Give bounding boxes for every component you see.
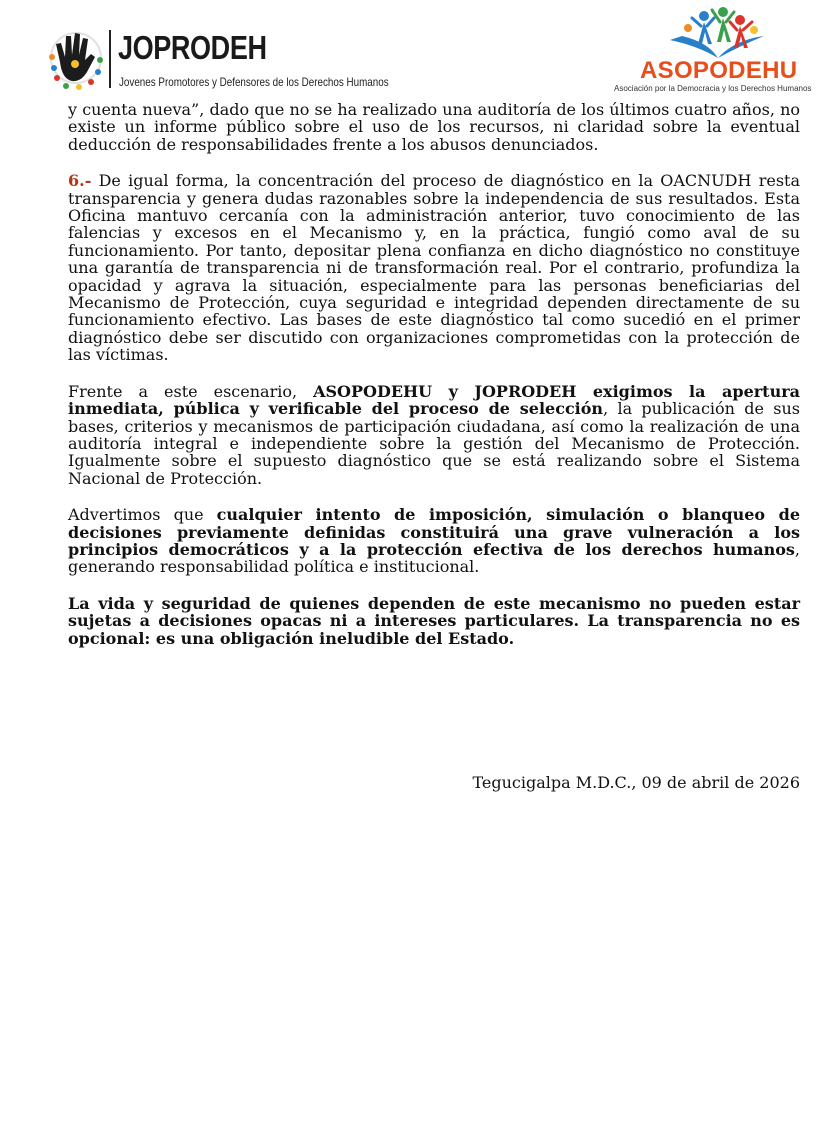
paragraph-text: y cuenta nueva”, dado que no se ha realizado una auditoría de los últimos cuatro años, no existe un informe público sobre el uso de los recursos, ni claridad sobre la eventual deducción de responsabilidades frente a los abusos denunciados. [68,100,800,154]
paragraph-text: Frente a este escenario, [68,381,314,401]
paragraph-text: , la publicación de sus bases, criterios y mecanismos de participación ciudadana, así como la realización de una auditoría integral e independiente sobre la gestión del Mecanismo de Protección. Igualmente sobre el supuesto diagnóstico que se está realizando sobre el Sistema Nacional de Protección. [68,399,800,488]
letter-body [68,101,800,666]
paragraph-continuation [68,101,800,153]
place-date: Tegucigalpa M.D.C., 09 de abril de 2026 [472,773,800,792]
letterhead [0,0,833,100]
paragraph-text: De igual forma, la concentración del proceso de diagnóstico en la OACNUDH resta transparencia y genera dudas razonables sobre la independencia de sus resultados. Esta Oficina mantuvo cercanía con la administración anterior, tuvo conocimiento de las falencias y excesos en el Mecanismo y, en la práctica, fungió como aval de su funcionamiento. Por tanto, depositar plena confianza en dicho diagnóstico no constituye una garantía de transparencia ni de transformación real. Por el contrario, profundiza la opacidad y agrava la situación, especialmente para las personas beneficiarias del Mecanismo de Protección, cuya seguridad e integridad dependen directamente de su funcionamiento efectivo. Las bases de este diagnóstico tal como sucedió en el primer diagnóstico debe ser discutido con organizaciones comprometidas con la protección de las víctimas. [68,171,800,365]
paragraph-warning [68,506,800,576]
paragraph-bold-text: cualquier intento de imposición, simulación o blanqueo de decisiones previamente definidas constituirá una grave vulneración a los principios democráticos y a la protección efectiva de los derechos humanos [68,505,800,559]
paragraph-text: Advertimos que [68,505,217,525]
joprodeh-tagline: Jovenes Promotores y Defensores de los Derechos Humanos [119,75,389,89]
asopodehu-people-logo [668,6,768,62]
paragraph-bold-text: La vida y seguridad de quienes dependen de este mecanismo no pueden estar sujetas a decisiones opacas ni a intereses particulares. La transparencia no es opcional: es una obligación ineludible del Estado. [68,593,800,648]
paragraph-6 [68,172,800,363]
asopodehu-name: ASOPODEHU [640,57,798,84]
paragraph-text: , generando responsabilidad política e institucional. [68,539,800,577]
paragraph-number: 6.- [68,171,92,191]
logo-divider [109,30,111,88]
joprodeh-name: JOPRODEH [118,29,267,66]
paragraph-conclusion [68,595,800,647]
joprodeh-hand-logo [46,24,106,92]
paragraph-demand [68,383,800,487]
paragraph-bold-text: ASOPODEHU y JOPRODEH exigimos la apertura inmediata, pública y verificable del proceso de selección [68,381,800,419]
asopodehu-tagline: Asociación por la Democracia y los Derechos Humanos [614,84,812,93]
